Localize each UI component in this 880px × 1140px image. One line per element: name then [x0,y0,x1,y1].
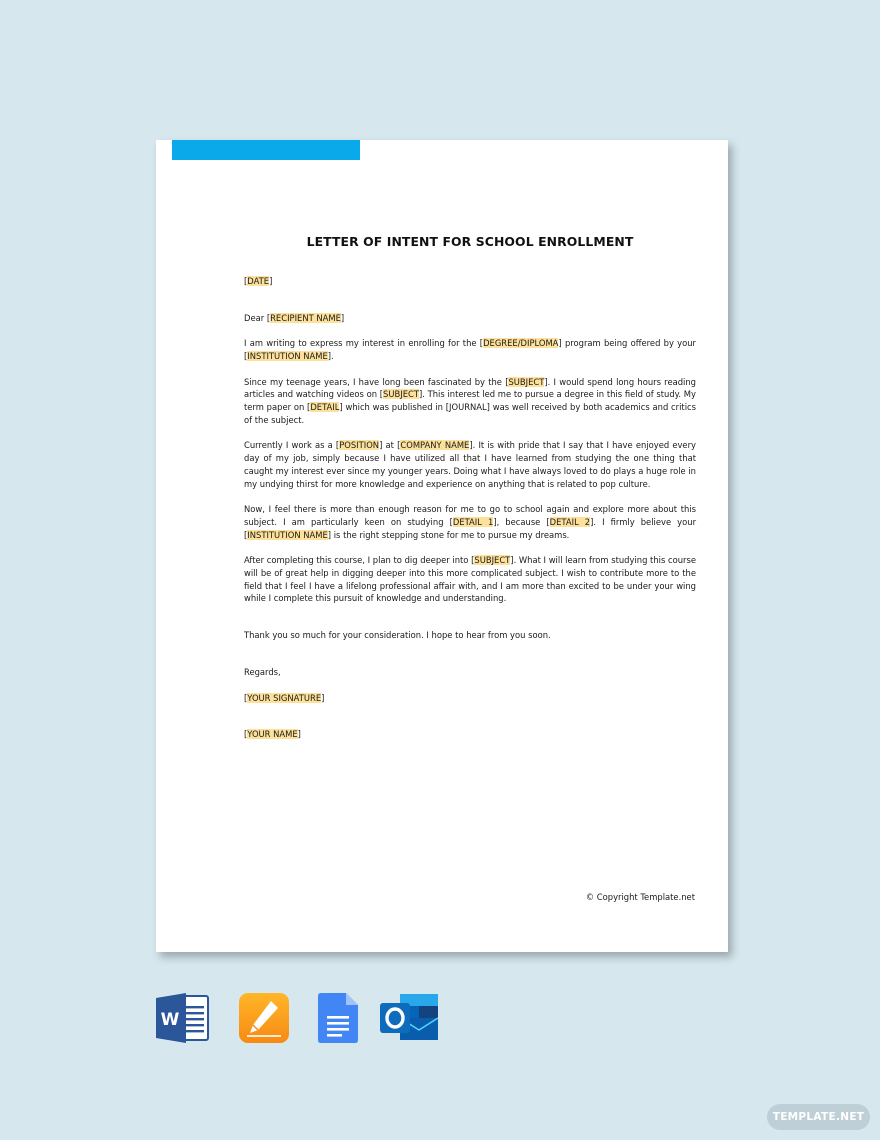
signature-line: [YOUR SIGNATURE] [244,692,325,703]
signature-placeholder: YOUR SIGNATURE [247,692,322,703]
template-net-badge[interactable]: TEMPLATE.NET [767,1104,870,1130]
closing: Regards, [244,666,281,677]
google-docs-icon[interactable] [316,992,360,1044]
accent-bar [172,140,360,160]
paragraph-3: Currently I work as a [POSITION] at [COMPANY NAME]. It is with pride that I say that I have enjoyed every day of my job, simply because I have utilized all that I have learned from studying the one thing that caught my interest ever since my younger years. Doing what I have always loved to do plays a huge role in my undying thirst for more knowledge and experience on anything that is related to pop culture. [244,440,696,489]
letter-page [156,140,728,952]
outlook-icon[interactable] [378,992,440,1044]
paragraph-4: Now, I feel there is more than enough reason for me to go to school again and explore more about this subject. I am particularly keen on studying [DETAIL 1], because [DETAIL 2]. I firmly believe your [INSTITUTION NAME] is the right stepping stone for me to pursue my dreams. [244,504,697,540]
name-placeholder: YOUR NAME [247,729,298,740]
salutation: Dear [RECIPIENT NAME] [244,313,345,324]
paragraph-1: I am writing to express my interest in enrolling for the [DEGREE/DIPLOMA] program being offered by your [INSTITUTION NAME]. [244,338,697,361]
word-icon[interactable] [156,992,212,1044]
paragraph-5: After completing this course, I plan to dig deeper into [SUBJECT]. What I will learn from studying this course will be of great help in digging deeper into this more complicated subject. I wish to contribute more to the field that I feel I have a lifelong professional affair with, and I am more than excited to be under your wing while I complete this pursuit of knowledge and understanding. [244,555,696,604]
name-line: [YOUR NAME] [244,729,301,740]
date-placeholder: DATE [247,276,270,286]
paragraph-6: Thank you so much for your consideration. I hope to hear from you soon. [244,630,551,641]
recipient-placeholder: RECIPIENT NAME [270,313,341,324]
word-icon-letter: W [160,1010,180,1030]
pages-icon[interactable] [238,992,290,1044]
paragraph-2: Since my teenage years, I have long been fascinated by the [SUBJECT]. I would spend long hours reading articles and watching videos on [SUBJECT]. This interest led me to pursue a degree in this field of study. My term paper on [DETAIL] which was published in [JOURNAL] was well received by both academics and critics of the subject. [244,376,697,425]
letter-body [244,275,696,741]
copyright: © Copyright Template.net [585,892,695,902]
date-line: [DATE] [244,276,273,286]
letter-title: LETTER OF INTENT FOR SCHOOL ENROLLMENT [306,234,634,249]
